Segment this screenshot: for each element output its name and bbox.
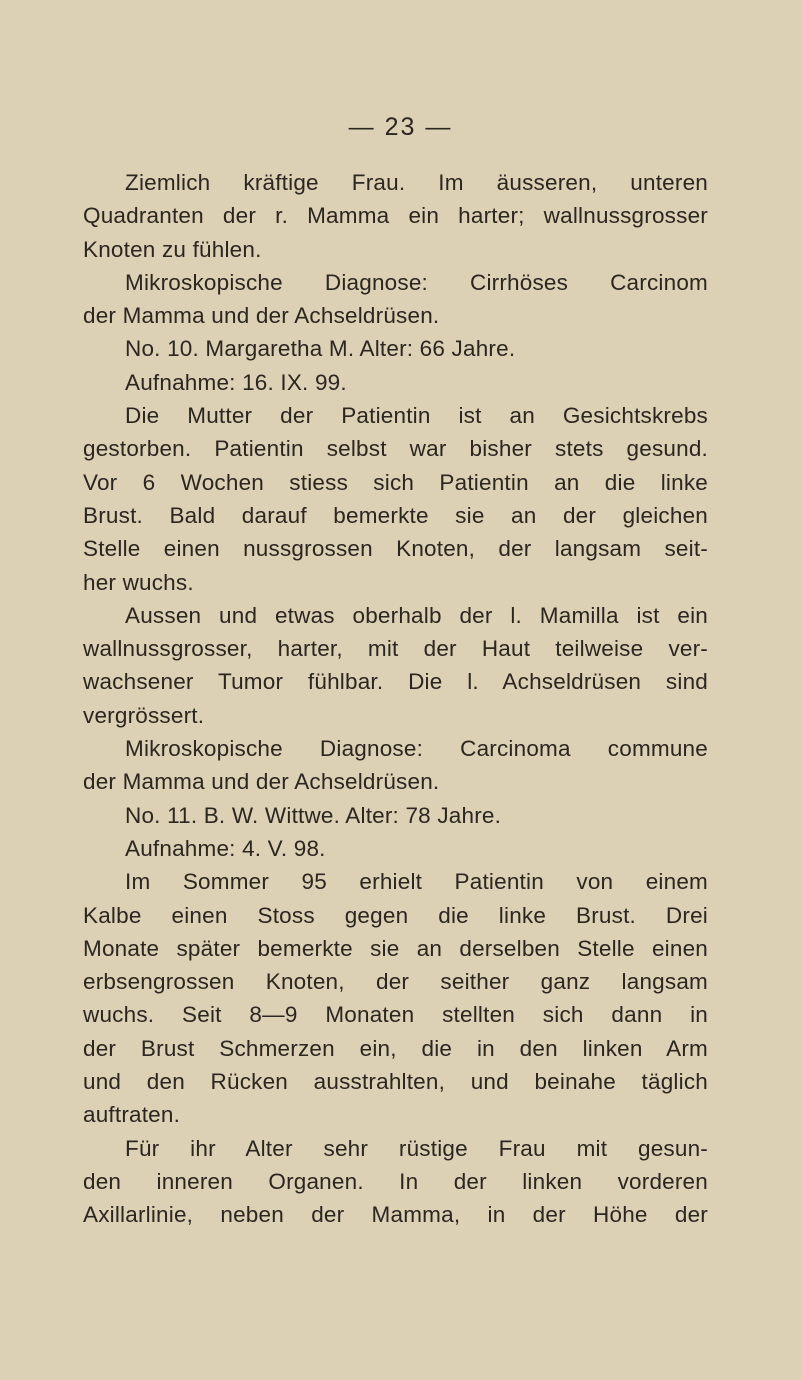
- text-line: Quadranten der r. Mamma ein harter; wallnussgrosser: [83, 203, 708, 229]
- text-line: den inneren Organen. In der linken vorderen: [83, 1168, 708, 1194]
- text-line: Mikroskopische Diagnose: Carcinoma commune: [125, 736, 708, 762]
- text-line: erbsengrossen Knoten, der seither ganz langsam: [83, 969, 708, 995]
- page-number: — 23 —: [348, 113, 453, 141]
- text-line: Monate später bemerkte sie an derselben Stelle einen: [83, 935, 708, 961]
- text-line: Aufnahme: 4. V. 98.: [125, 835, 326, 861]
- text-line: und den Rücken ausstrahlten, und beinahe täglich: [83, 1069, 708, 1095]
- text-line: Stelle einen nussgrossen Knoten, der langsam seit-: [83, 536, 708, 562]
- text-line: Brust. Bald darauf bemerkte sie an der gleichen: [83, 502, 708, 528]
- text-line: vergrössert.: [83, 702, 205, 728]
- text-line: her wuchs.: [83, 569, 194, 595]
- text-line: No. 11. B. W. Wittwe. Alter: 78 Jahre.: [125, 802, 502, 828]
- text-line: der Mamma und der Achseldrüsen.: [83, 769, 440, 795]
- text-line: Die Mutter der Patientin ist an Gesichtskrebs: [125, 403, 708, 429]
- text-line: wuchs. Seit 8—9 Monaten stellten sich dann in: [83, 1002, 708, 1028]
- text-line: der Mamma und der Achseldrüsen.: [83, 303, 440, 329]
- text-line: Im Sommer 95 erhielt Patientin von einem: [125, 869, 708, 895]
- text-line: Ziemlich kräftige Frau. Im äusseren, unteren: [125, 170, 708, 195]
- text-line: Aussen und etwas oberhalb der l. Mamilla ist ein: [125, 602, 708, 628]
- text-line: Aufnahme: 16. IX. 99.: [125, 369, 347, 395]
- text-line: wallnussgrosser, harter, mit der Haut teilweise ver-: [83, 636, 708, 662]
- text-line: Vor 6 Wochen stiess sich Patientin an die linke: [83, 469, 708, 495]
- text-line: gestorben. Patientin selbst war bisher stets gesund.: [83, 436, 708, 462]
- text-line: No. 10. Margaretha M. Alter: 66 Jahre.: [125, 336, 516, 362]
- text-line: Axillarlinie, neben der Mamma, in der Höhe der: [83, 1202, 708, 1228]
- text-line: auftraten.: [83, 1102, 181, 1128]
- text-line: Knoten zu fühlen.: [83, 236, 262, 262]
- text-line: der Brust Schmerzen ein, die in den linken Arm: [83, 1035, 708, 1061]
- text-line: Kalbe einen Stoss gegen die linke Brust. Drei: [83, 902, 708, 928]
- text-line: Mikroskopische Diagnose: Cirrhöses Carcinom: [125, 269, 708, 295]
- text-line: wachsener Tumor fühlbar. Die l. Achseldrüsen sind: [83, 669, 708, 695]
- body-text: [83, 166, 708, 1232]
- text-line: Für ihr Alter sehr rüstige Frau mit gesun-: [125, 1135, 708, 1161]
